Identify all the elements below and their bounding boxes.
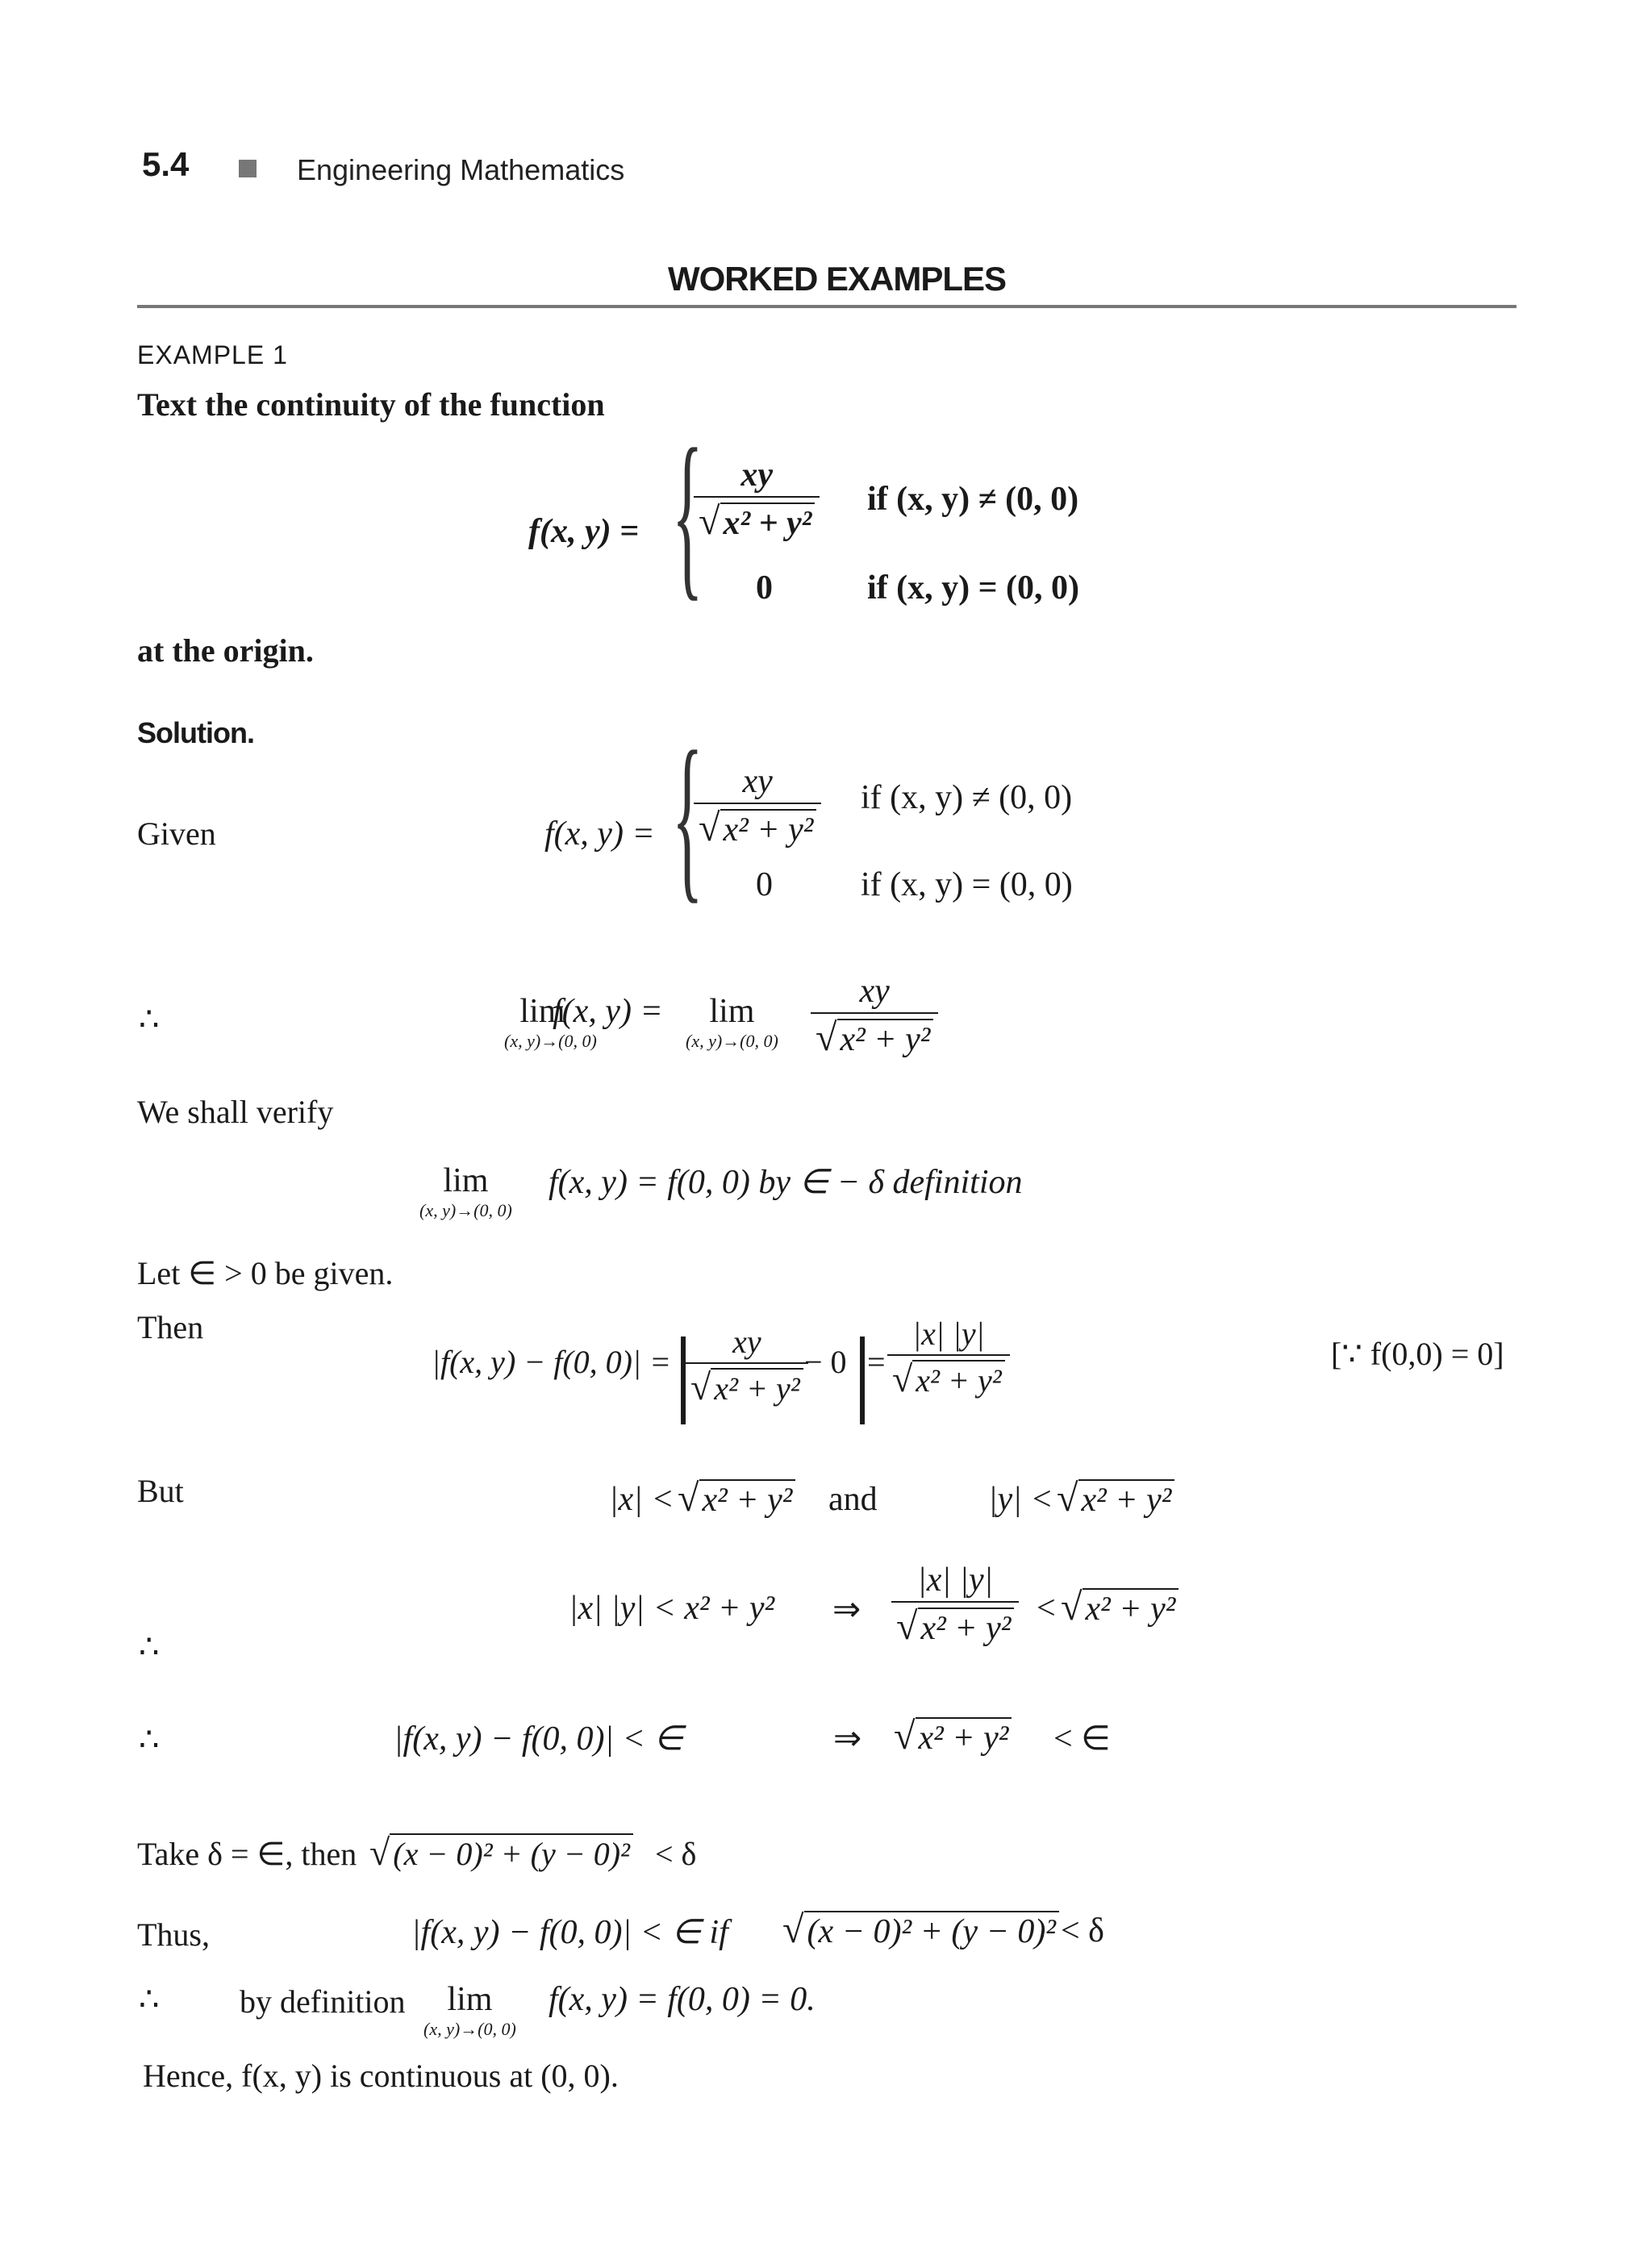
thus-expr: |f(x, y) − f(0, 0)| < ∈ if (411, 1914, 728, 1951)
lim-left: lim (x, y)→(0, 0) (504, 993, 597, 1051)
we-shall-verify: We shall verify (137, 1094, 334, 1130)
thus-label: Thus, (137, 1916, 210, 1953)
because-note: [∵ f(0,0) = 0] (1331, 1336, 1504, 1372)
abs-diff: |f(x, y) − f(0, 0)| = (432, 1344, 671, 1380)
abs-close: | (853, 1317, 873, 1424)
given-fraction: xy √x² + y² (694, 762, 821, 850)
section-rule (137, 305, 1516, 308)
therefore-3: ∴ (139, 1721, 160, 1758)
given-den: x² + y² (720, 809, 817, 849)
given-cond2: if (x, y) = (0, 0) (861, 866, 1073, 903)
bold-def-fraction: xy √x² + y² (694, 456, 820, 544)
sqrt-lt-eps: < ∈ (1053, 1720, 1111, 1758)
and-word: and (828, 1481, 878, 1518)
but-label: But (137, 1473, 184, 1509)
implies-1: ⇒ (832, 1591, 861, 1628)
bold-def-zero: 0 (756, 569, 773, 607)
bold-def-cond1: if (x, y) ≠ (0, 0) (867, 481, 1079, 518)
example-label: EXAMPLE 1 (137, 340, 288, 369)
lim-fraction: xy √x² + y² (811, 972, 938, 1060)
let-epsilon: Let ∈ > 0 be given. (137, 1255, 394, 1291)
then-label: Then (137, 1309, 204, 1345)
page-number: 5.4 (142, 145, 190, 183)
take-delta: Take δ = ∈, then (137, 1836, 357, 1872)
bold-def-num: xy (740, 457, 773, 494)
lim-lhs: f(x, y) = (553, 993, 663, 1030)
therefore-4: ∴ (139, 1981, 160, 2017)
at-origin: at the origin. (137, 632, 314, 669)
given-num: xy (742, 763, 773, 800)
take-lt-delta: < δ (655, 1836, 697, 1872)
by-definition: by definition (240, 1983, 406, 2020)
running-title: Engineering Mathematics (297, 153, 625, 186)
abs-fraction: |x| |y| √ x² + y² (887, 1315, 1010, 1400)
prod-ineq: |x| |y| < x² + y² (569, 1590, 775, 1627)
prod-rad: √x² + y² (1061, 1585, 1179, 1629)
eps-rad: √x² + y² (894, 1714, 1012, 1758)
lim-right: lim (x, y)→(0, 0) (686, 993, 778, 1051)
ineq-x: |x| < (609, 1481, 674, 1518)
therefore-2: ∴ (139, 1628, 160, 1665)
bold-def-den: x² + y² (720, 502, 816, 543)
given-brace: { (672, 713, 703, 919)
verify-expr: f(x, y) = f(0, 0) by ∈ − δ definition (549, 1164, 1023, 1201)
diff-equals: = (867, 1344, 886, 1380)
given-label: Given (137, 815, 216, 852)
verify-lim: lim (x, y)→(0, 0) (419, 1162, 512, 1220)
diff-fraction: xy √ x² + y² (686, 1323, 808, 1408)
take-delta-rad: √ (x − 0)² + (y − 0)² (369, 1831, 633, 1874)
prod-lt: < (1037, 1590, 1056, 1627)
thus-rad: √(x − 0)² + (y − 0)² (782, 1908, 1059, 1952)
abs-lt-eps: |f(x, y) − f(0, 0)| < ∈ (394, 1720, 683, 1758)
left-brace: { (672, 411, 703, 616)
solution-heading: Solution. (137, 716, 254, 749)
ineq-y: |y| < (988, 1481, 1053, 1518)
hence-line: Hence, f(x, y) is continuous at (0, 0). (143, 2058, 619, 2094)
bold-def-lhs: f(x, y) = (528, 513, 640, 550)
therefore-1: ∴ (139, 1001, 160, 1037)
conclusion-lim: lim (x, y)→(0, 0) (423, 1981, 516, 2039)
given-lhs: f(x, y) = (544, 815, 655, 853)
given-cond1: if (x, y) ≠ (0, 0) (861, 779, 1073, 816)
thus-lt-delta: < δ (1061, 1912, 1104, 1950)
abs-open: | (674, 1317, 694, 1424)
implies-2: ⇒ (833, 1720, 862, 1758)
ineq-x-rad: √x² + y² (678, 1476, 795, 1520)
conclusion-expr: f(x, y) = f(0, 0) = 0. (549, 1981, 816, 2018)
ineq-y-rad: √x² + y² (1057, 1476, 1174, 1520)
square-bullet-icon (239, 160, 257, 177)
minus-zero: − 0 (804, 1344, 847, 1380)
example-statement: Text the continuity of the function (137, 386, 605, 423)
given-zero: 0 (756, 866, 773, 903)
bold-def-cond2: if (x, y) = (0, 0) (867, 569, 1080, 607)
prod-fraction: |x| |y| √x² + y² (891, 1561, 1019, 1649)
section-title: WORKED EXAMPLES (668, 260, 1007, 298)
